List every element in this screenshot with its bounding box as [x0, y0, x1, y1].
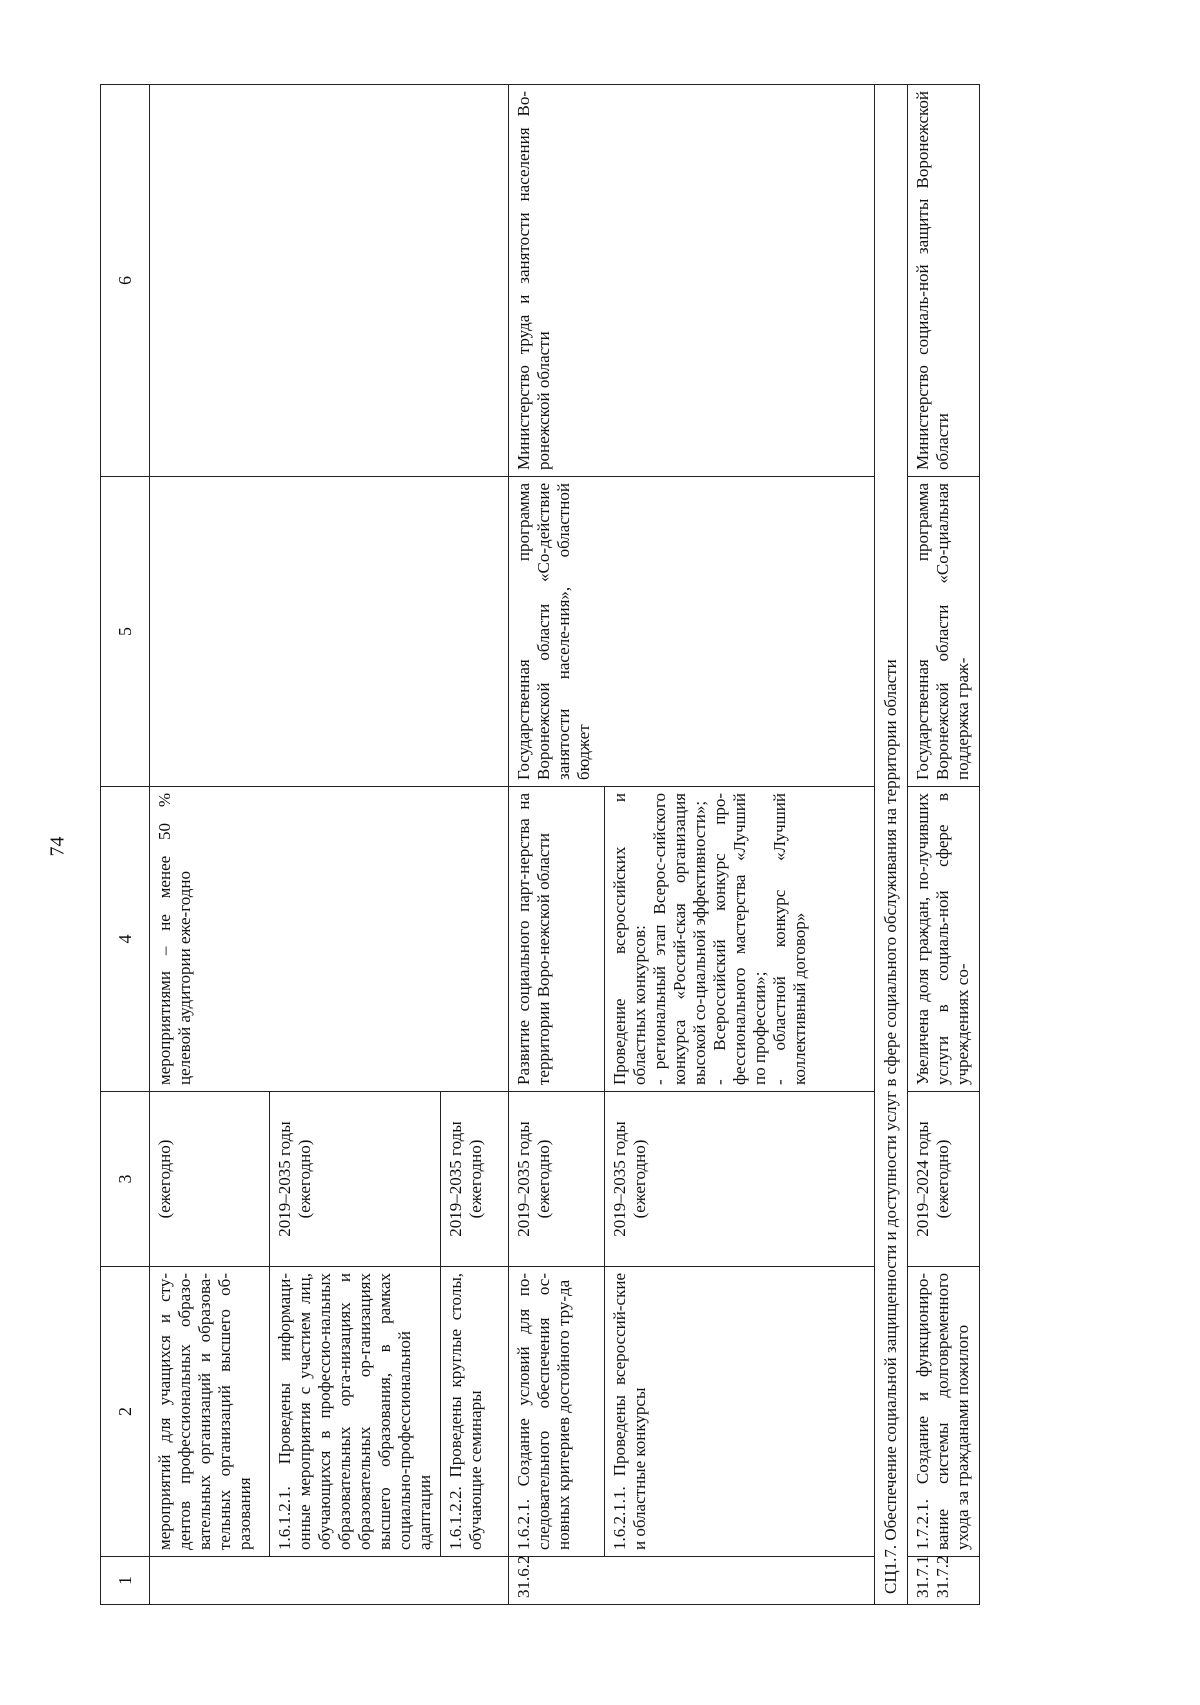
- table-cell: [605, 1092, 875, 1267]
- table-cell: 1.6.2.1.1. Проведены всероссий-ские и областные конкурсы: [605, 1267, 875, 1557]
- code-text: 31.7.1: [913, 1555, 932, 1598]
- period-text: 2019–2035 годы: [446, 1121, 465, 1237]
- list-item: Проведение всероссийских и областных конкурсов:: [610, 793, 649, 1085]
- period-note: (ежегодно): [534, 1139, 553, 1219]
- period-note: (ежегодно): [933, 1139, 952, 1219]
- section-heading: СЦ1.7. Обеспечение социальной защищенности и доступности услуг в сфере социального обслуживания на территории области: [875, 85, 908, 1605]
- table-cell-empty: [150, 1557, 509, 1605]
- table-cell: [605, 787, 875, 1092]
- period-text: 2019–2035 годы: [610, 1121, 629, 1237]
- period-text: 2019–2024 годы: [913, 1121, 932, 1237]
- section-row: [875, 85, 908, 1605]
- header-cell: 3: [101, 1092, 150, 1267]
- table-cell: [908, 1092, 980, 1267]
- table-cell: [270, 1092, 441, 1267]
- code-text: 31.7.2: [933, 1555, 952, 1598]
- table-cell: 1.7.2.1. Создание и функциониро-вание системы долговременного ухода за гражданами пожилого: [908, 1267, 980, 1557]
- table-cell-code: 31.6.2: [509, 1557, 875, 1605]
- header-cell: 2: [101, 1267, 150, 1557]
- table-cell: 1.6.1.2.1. Проведены информаци-онные мероприятия с участием лиц, обучающихся в профессио-нальных образовательных орга-низациях и образовательных ор-ганизациях высшего образования, в рамках социально-профессиональной адаптации: [270, 1267, 441, 1557]
- header-cell: 6: [101, 85, 150, 477]
- list-item: - областной конкурс «Лучший коллективный договор»: [770, 793, 809, 1085]
- table-row: [908, 85, 980, 1605]
- header-cell: 5: [101, 477, 150, 787]
- table-cell: [509, 1092, 605, 1267]
- period-text: 2019–2035 годы: [514, 1121, 533, 1237]
- list-item: - Всероссийский конкурс про-фессионального мастерства «Лучший по профессии»;: [710, 793, 769, 1085]
- table-cell-empty: [150, 477, 509, 787]
- table-cell: Увеличена доля граждан, по-лучивших услуги в социаль-ной сфере в учреждениях со-: [908, 787, 980, 1092]
- period-note: (ежегодно): [630, 1139, 649, 1219]
- table-cell: [441, 1092, 509, 1267]
- period-note: (ежегодно): [295, 1139, 314, 1219]
- header-row: [101, 85, 150, 1605]
- table-row: [509, 85, 605, 1605]
- table-cell: 1.6.1.2.2. Проведены круглые столы, обучающие семинары: [441, 1267, 509, 1557]
- header-cell: 4: [101, 787, 150, 1092]
- table-cell-empty: [150, 85, 509, 477]
- list-item: - региональный этап Всерос-сийского конкурса «Россий-ская организация высокой со-циальной эффективности»;: [650, 793, 709, 1085]
- table-cell: Министерство труда и занятости населения Во-ронежской области: [509, 85, 875, 477]
- table-cell: Государственная программа Воронежской области «Со-действие занятости населе-ния», областной бюджет: [509, 477, 875, 787]
- table-cell-code: [908, 1557, 980, 1605]
- table-cell: мероприятиями – не менее 50 % целевой аудитории еже-годно: [150, 787, 509, 1092]
- table-row: [150, 85, 270, 1605]
- table-cell: мероприятий для учащихся и сту-дентов профессиональных образо-вательных организаций и образова-тельных организаций высшего об-разования: [150, 1267, 270, 1557]
- table-cell: 1.6.2.1. Создание условий для по-следовательного обеспечения ос-новных критериев достойного тру-да: [509, 1267, 605, 1557]
- program-table: [100, 84, 980, 1605]
- table-cell: (ежегодно): [150, 1092, 270, 1267]
- header-cell: 1: [101, 1557, 150, 1605]
- period-text: 2019–2035 годы: [275, 1121, 294, 1237]
- table-cell: Развитие социального парт-нерства на территории Воро-нежской области: [509, 787, 605, 1092]
- table-cell: Государственная программа Воронежской области «Со-циальная поддержка граж-: [908, 477, 980, 787]
- period-note: (ежегодно): [466, 1139, 485, 1219]
- rotated-table-container: [100, 85, 1100, 1605]
- page-number: 74: [46, 836, 69, 857]
- table-cell: Министерство социаль-ной защиты Воронежской области: [908, 85, 980, 477]
